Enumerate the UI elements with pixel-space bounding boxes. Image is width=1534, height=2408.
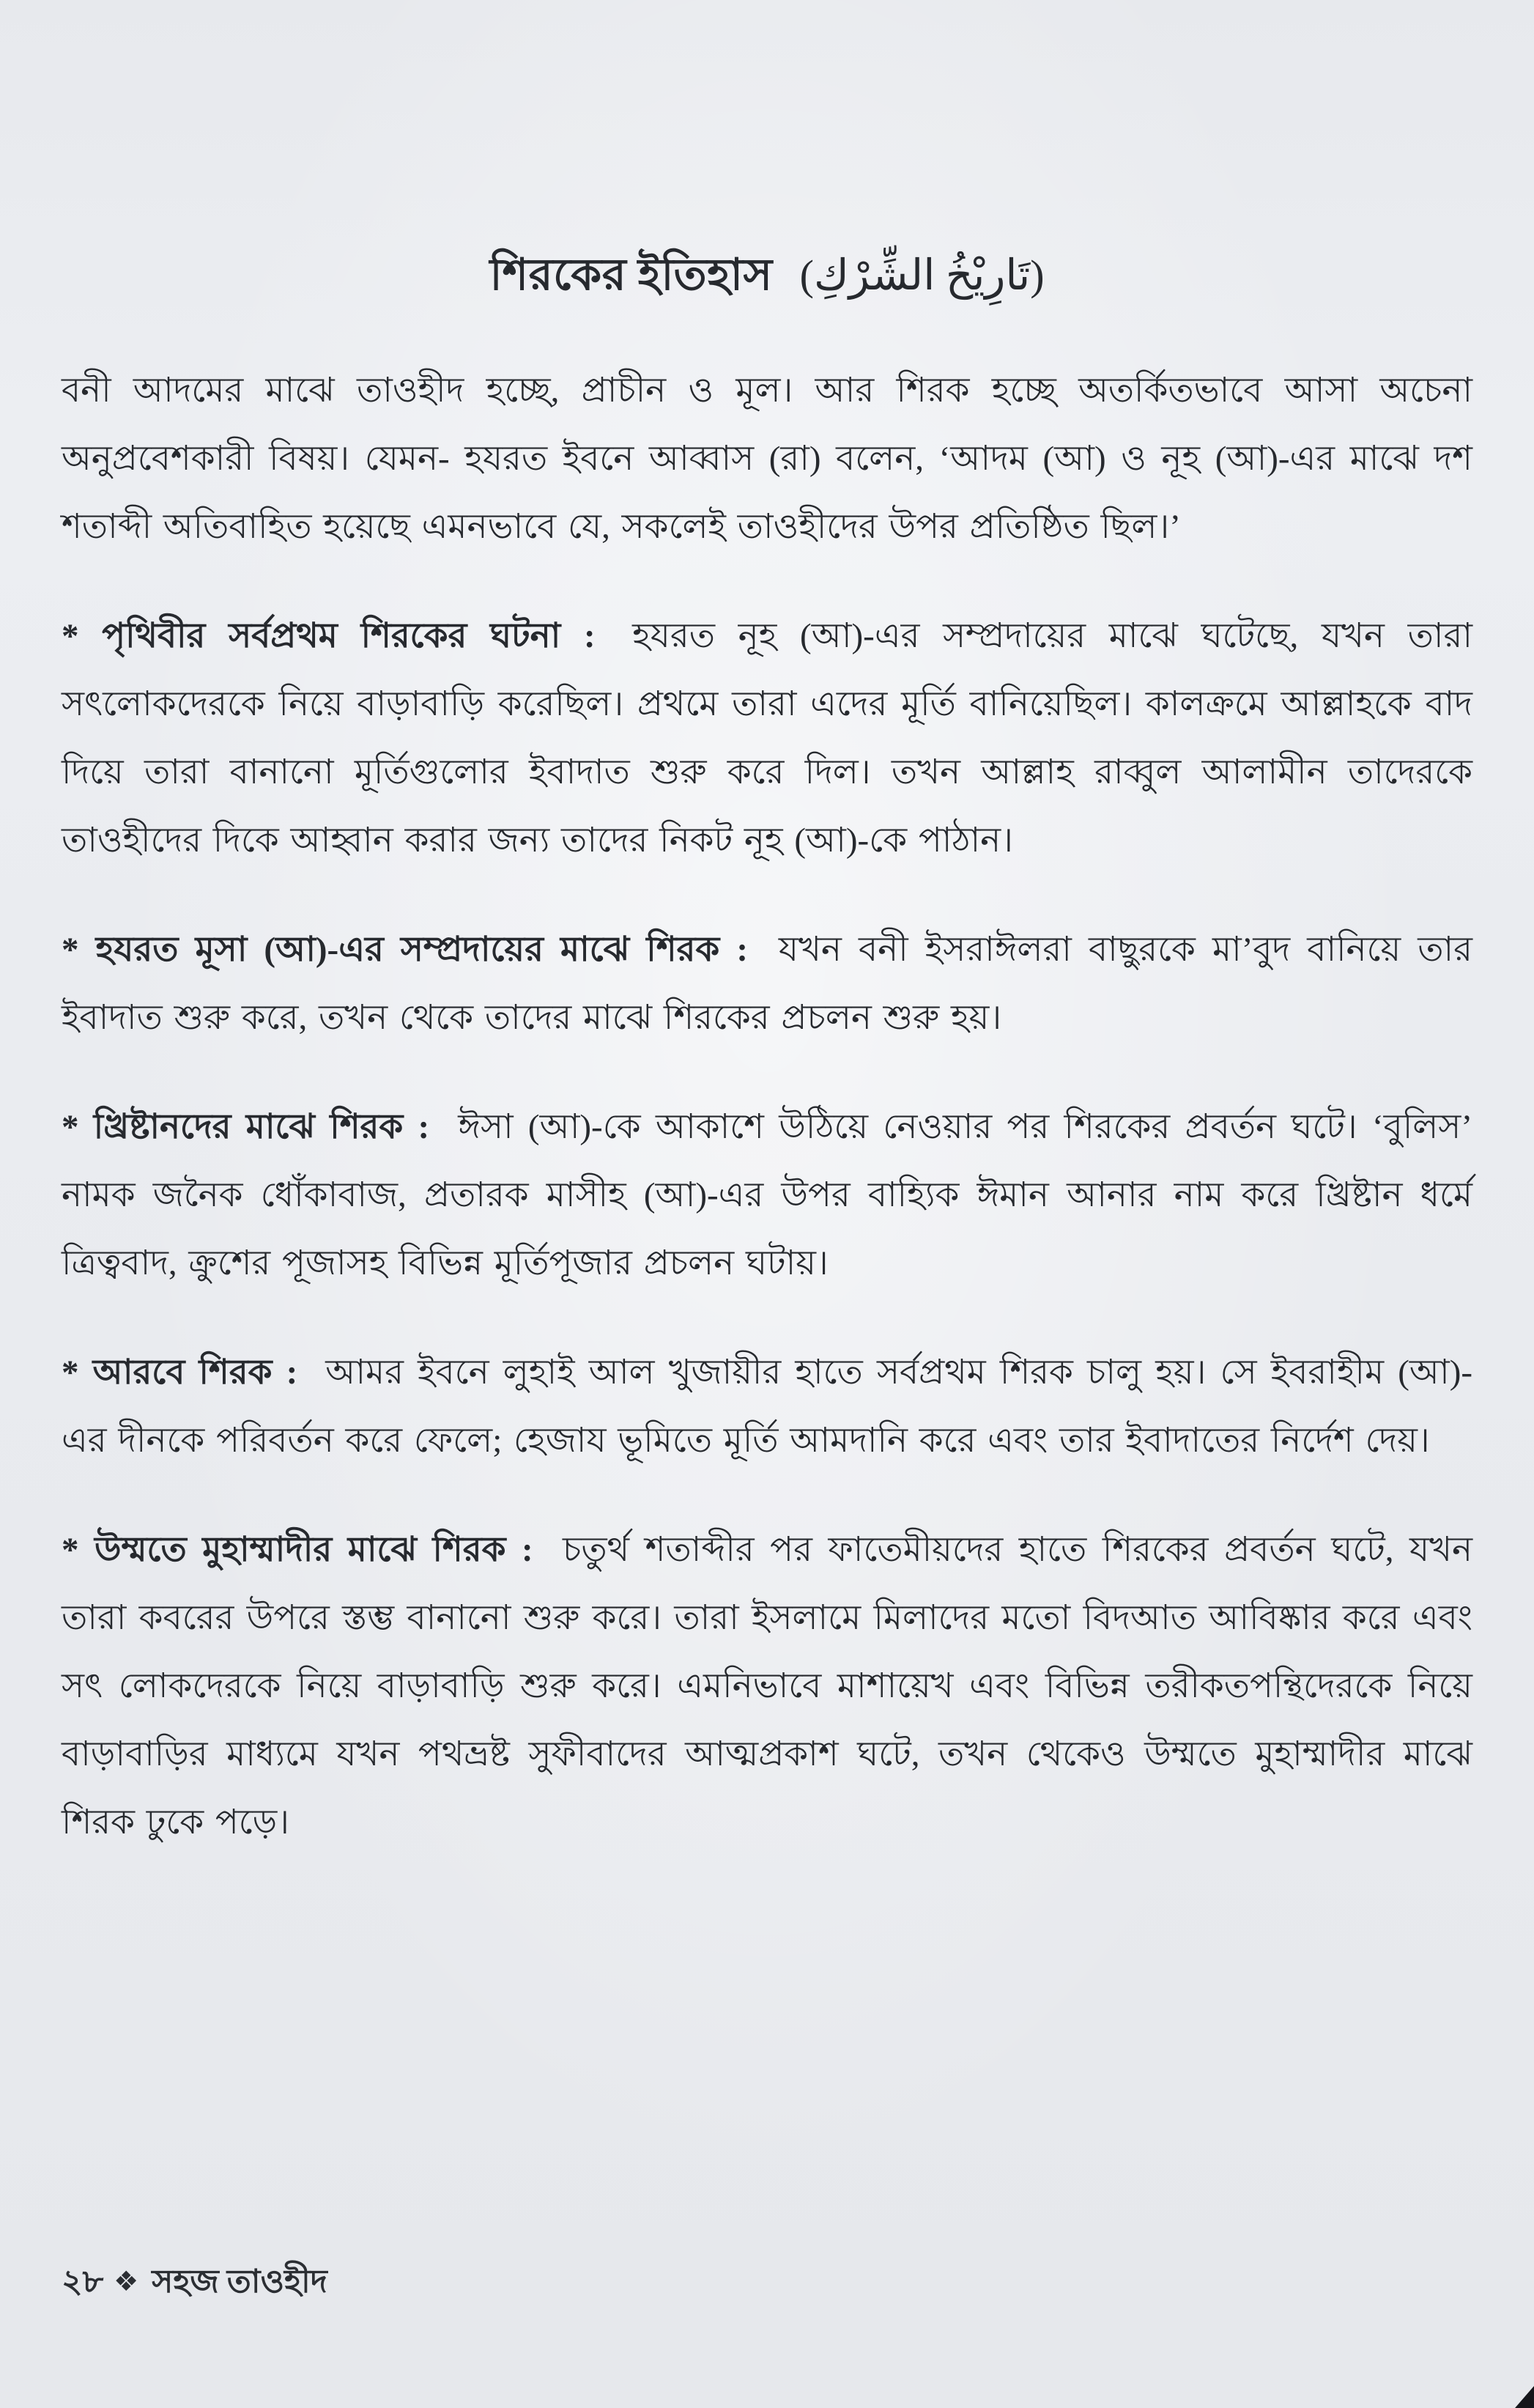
paragraph-body: আমর ইবনে লুহাই আল খুজায়ীর হাতে সর্বপ্রথম শিরক চালু হয়। সে ইবরাহীম (আ)-এর দীনকে পরিবর্তন করে ফেলে; হেজায ভূমিতে মূর্তি আমদানি করে এবং তার ইবাদাতের নির্দেশ দেয়। [62, 1353, 1472, 1460]
paragraph-first-shirk [62, 602, 1472, 875]
page-title-arabic: (تَارِيْخُ الشِّرْكِ) [799, 251, 1045, 299]
page-body [62, 357, 1472, 1857]
paragraph-intro [62, 357, 1472, 561]
page-title [62, 220, 1472, 330]
paragraph-body: হযরত নূহ (আ)-এর সম্প্রদায়ের মাঝে ঘটেছে, যখন তারা সৎলোকদেরকে নিয়ে বাড়াবাড়ি করেছিল। প্রথমে তারা এদের মূর্তি বানিয়েছিল। কালক্রমে আল্লাহকে বাদ দিয়ে তারা বানানো মূর্তিগুলোর ইবাদাত শুরু করে দিল। তখন আল্লাহ রাব্বুল আলামীন তাদেরকে তাওহীদের দিকে আহ্বান করার জন্য তাদের নিকট নূহ (আ)-কে পাঠান। [62, 617, 1472, 860]
page-footer [62, 2260, 327, 2304]
scan-corner-mark [1515, 2386, 1534, 2408]
footer-book-title: সহজ তাওহীদ [152, 2264, 327, 2300]
paragraph-body: ঈসা (আ)-কে আকাশে উঠিয়ে নেওয়ার পর শিরকের প্রবর্তন ঘটে। ‘বুলিস’ নামক জনৈক ধোঁকাবাজ, প্রতারক মাসীহ (আ)-এর উপর বাহ্যিক ঈমান আনার নাম করে খ্রিষ্টান ধর্মে ত্রিত্ববাদ, ক্রুশের পূজাসহ বিভিন্ন মূর্তিপূজার প্রচলন ঘটায়। [62, 1108, 1472, 1282]
paragraph-lead: * আরবে শিরক : [62, 1353, 298, 1392]
paragraph-body: চতুর্থ শতাব্দীর পর ফাতেমীয়দের হাতে শিরকের প্রবর্তন ঘটে, যখন তারা কবরের উপরে স্তম্ভ বানানো শুরু করে। তারা ইসলামে মিলাদের মতো বিদআত আবিষ্কার করে এবং সৎ লোকদেরকে নিয়ে বাড়াবাড়ি শুরু করে। এমনিভাবে মাশায়েখ এবং বিভিন্ন তরীকতপন্থিদেরকে নিয়ে বাড়াবাড়ির মাধ্যমে যখন পথভ্রষ্ট সুফীবাদের আত্মপ্রকাশ ঘটে, তখন থেকেও উম্মতে মুহাম্মাদীর মাঝে শিরক ঢুকে পড়ে। [62, 1531, 1473, 1842]
paragraph-musa [62, 916, 1472, 1052]
footer-page-number: ২৮ [62, 2264, 104, 2300]
diamond-icon: ❖ [114, 2267, 139, 2297]
paragraph-ummah [62, 1516, 1472, 1857]
page-title-bengali: শিরকের ইতিহাস [489, 251, 773, 299]
paragraph-lead: * উম্মতে মুহাম্মাদীর মাঝে শিরক : [62, 1531, 533, 1569]
paragraph-christians [62, 1093, 1472, 1298]
paragraph-lead: * হযরত মূসা (আ)-এর সম্প্রদায়ের মাঝে শিরক : [62, 931, 749, 969]
paragraph-arabs [62, 1339, 1472, 1475]
paragraph-lead: * পৃথিবীর সর্বপ্রথম শিরকের ঘটনা : [62, 617, 596, 655]
paragraph-lead: * খ্রিষ্টানদের মাঝে শিরক : [62, 1108, 430, 1146]
paragraph-body: বনী আদমের মাঝে তাওহীদ হচ্ছে, প্রাচীন ও মূল। আর শিরক হচ্ছে অতর্কিতভাবে আসা অচেনা অনুপ্রবেশকারী বিষয়। যেমন- হযরত ইবনে আব্বাস (রা) বলেন, ‘আদম (আ) ও নূহ (আ)-এর মাঝে দশ শতাব্দী অতিবাহিত হয়েছে এমনভাবে যে, সকলেই তাওহীদের উপর প্রতিষ্ঠিত ছিল।’ [62, 372, 1472, 546]
paragraph-body: যখন বনী ইসরাঈলরা বাছুরকে মা’বুদ বানিয়ে তার ইবাদাত শুরু করে, তখন থেকে তাদের মাঝে শিরকের প্রচলন শুরু হয়। [62, 931, 1472, 1037]
